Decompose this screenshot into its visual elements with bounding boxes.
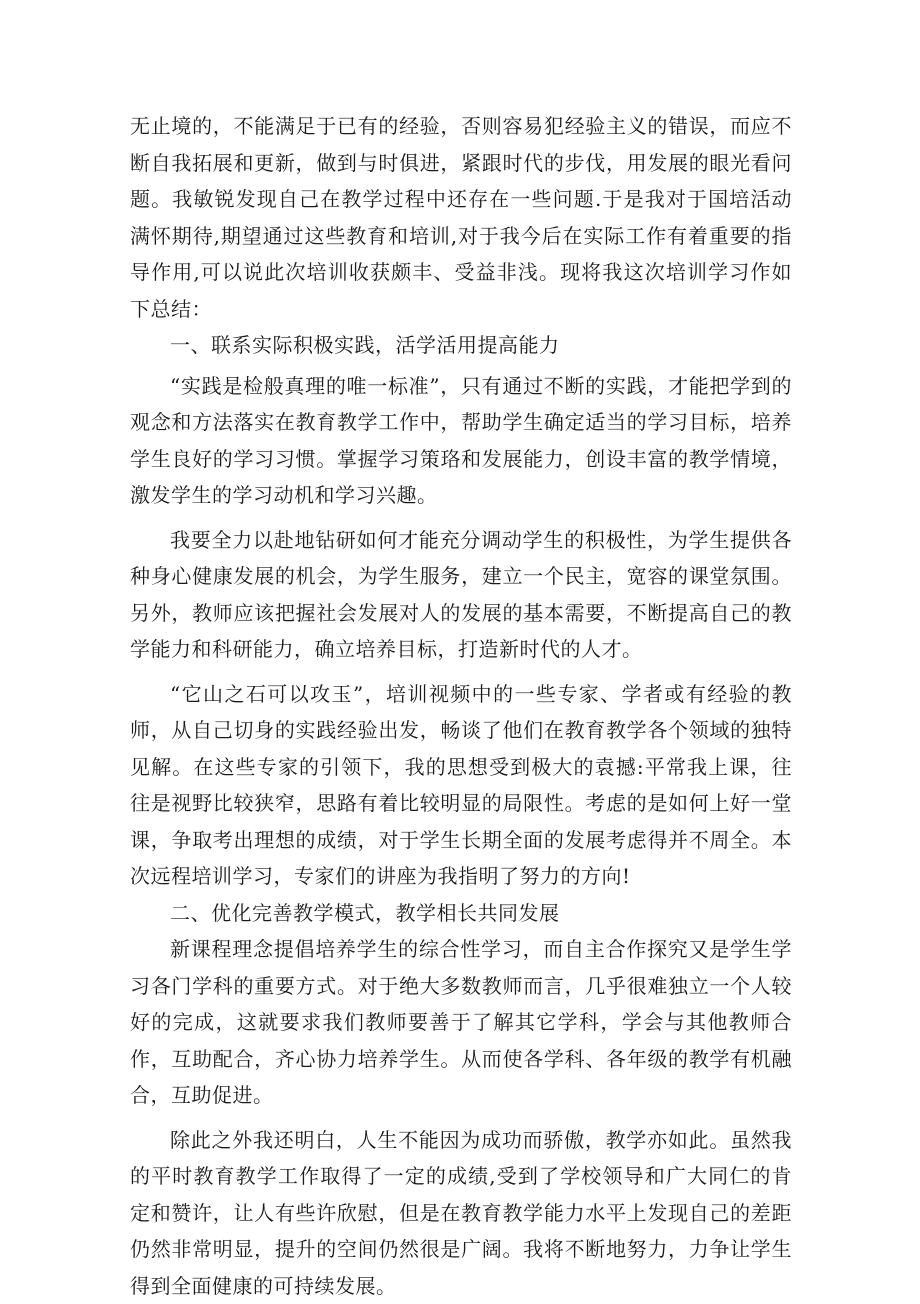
section-heading-2: 二、优化完善教学模式，教学相长共同发展 — [130, 895, 792, 932]
section-heading-1: 一、联系实际积极实践，活学活用提高能力 — [130, 327, 792, 364]
paragraph-experts: “它山之石可以攻玉”，培训视频中的一些专家、学者或有经验的教师，从自己切身的实践经验出发，畅谈了他们在教育教学各个领域的独特见解。在这些专家的引领下，我的思想受到极大的袁撼:平常我上课，往往是视野比较狭窄，思路有着比较明显的局限性。考虑的是如何上好一堂课，争取考出理想的成绩，对于学生长期全面的发展考虑得并不周全。本次远程培训学习，专家们的讲座为我指明了努力的方向! — [130, 676, 792, 895]
paragraph-intro-continuation: 无止境的，不能满足于已有的经验，否则容易犯经验主义的错误，而应不断自我拓展和更新，做到与时俱进，紧跟时代的步伐，用发展的眼光看问题。我敏锐发现自己在教学过程中还存在一些问题.于是我对于国培活动满怀期待,期望通过这些教育和培训,对于我今后在实际工作有着重要的指导作用,可以说此次培训收获颇丰、受益非浅。现将我这次培训学习作如下总结： — [130, 108, 792, 327]
paragraph-collaboration: 新课程理念提倡培养学生的综合性学习，而自主合作探究又是学生学习各门学科的重要方式。对于绝大多数教师而言，几乎很难独立一个人较好的完成，这就要求我们教师要善于了解其它学科，学会与其他教师合作，互助配合，齐心协力培养学生。从而使各学科、各年级的教学有机融合，互助促进。 — [130, 931, 792, 1114]
paragraph-practice: “实践是检般真理的唯一标准”，只有通过不断的实践，才能把学到的观念和方法落实在教育教学工作中，帮助学生确定适当的学习目标，培养学生良好的学习习惯。掌握学习策珞和发展能力，创设丰富的教学情境，激发学生的学习动机和学习兴趣。 — [130, 368, 792, 514]
paragraph-student-motivation: 我要全力以赴地钻研如何才能充分调动学生的积极性，为学生提供各种身心健康发展的机会，为学生服务，建立一个民主，宽容的课堂氛围。另外，教师应该把握社会发展对人的发展的基本需要，不断提高自己的教学能力和科研能力，确立培养目标，打造新时代的人才。 — [130, 522, 792, 668]
paragraph-conclusion: 除此之外我还明白，人生不能因为成功而骄傲，教学亦如此。虽然我的平时教育教学工作取得了一定的成绩,受到了学校领导和广大同仁的肯定和赞许，让人有些许欣慰，但是在教育教学能力水平上发现自己的差距仍然非常明显，提升的空间仍然很是广阔。我将不断地努力，力争让学生得到全面健康的可持续发展。 — [130, 1122, 792, 1304]
document-body — [130, 108, 792, 1304]
